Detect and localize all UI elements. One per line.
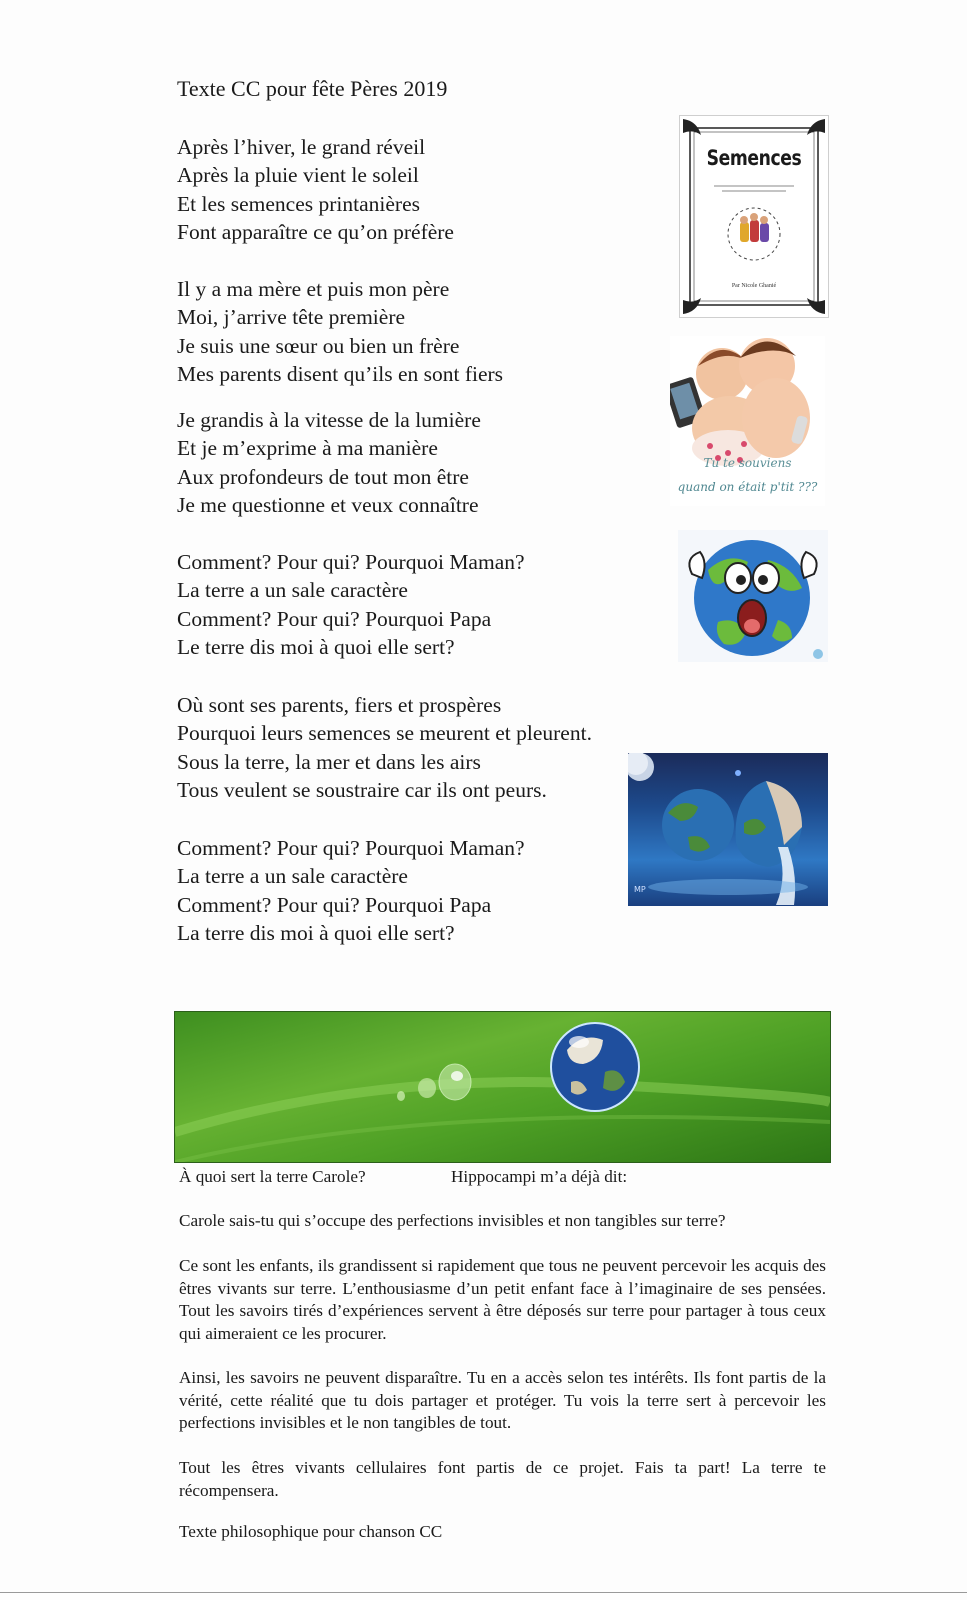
poem-line: Après l’hiver, le grand réveil — [177, 135, 426, 159]
caption-hippocampi: Hippocampi m’a déjà dit: — [451, 1167, 628, 1186]
corner-leaf-icon — [683, 298, 701, 314]
image-signature: MP — [634, 885, 646, 894]
poem-line: La terre dis moi à quoi elle sert? — [177, 921, 455, 946]
earth-droplet-banner — [174, 1011, 831, 1163]
poem-line: Où sont ses parents, fiers et prospères — [177, 693, 502, 717]
document-title: Texte CC pour fête Pères 2019 — [177, 76, 448, 101]
poem-line: La terre a un sale caractère — [177, 864, 408, 889]
corner-leaf-icon — [807, 298, 825, 314]
page-edge-line — [0, 1592, 967, 1593]
stanza-4 — [177, 548, 525, 662]
stanza-5 — [177, 691, 592, 805]
babies-caption-2: quand on était p'tit ??? — [677, 480, 818, 494]
poem-line: La terre a un sale caractère — [177, 578, 408, 603]
poem-line: Comment? Pour qui? Pourquoi Maman? — [177, 550, 525, 574]
cracked-earth-illustration — [628, 753, 828, 906]
earth-droplet-illustration — [175, 1012, 830, 1162]
poem-line: Moi, j’arrive tête première — [177, 305, 406, 330]
poem-line: Comment? Pour qui? Pourquoi Maman? — [177, 836, 525, 860]
corner-leaf-icon — [683, 119, 701, 135]
poem-line: Font apparaître ce qu’on préfère — [177, 220, 454, 245]
babies-image — [670, 336, 825, 506]
cartoon-earth-illustration — [678, 530, 828, 662]
poem-line: Je suis une sœur ou bien un frère — [177, 333, 460, 358]
poem-line: Le terre dis moi à quoi elle sert? — [177, 635, 455, 660]
stanza-1 — [177, 133, 454, 247]
poem-line: Et je m’exprime à ma manière — [177, 436, 438, 461]
poem-line: Tous veulent se soustraire car ils ont peurs. — [177, 778, 547, 803]
corner-leaf-icon — [807, 119, 825, 135]
poem-line: Après la pluie vient le soleil — [177, 163, 419, 188]
poem-line: Je me questionne et veux connaître — [177, 493, 479, 518]
prose-paragraph: Carole sais-tu qui s’occupe des perfections invisibles et non tangibles sur terre? — [179, 1211, 726, 1230]
stanza-2 — [177, 275, 503, 389]
poem-line: Je grandis à la vitesse de la lumière — [177, 408, 481, 432]
poem-line: Comment? Pour qui? Pourquoi Papa — [177, 606, 492, 631]
book-author: Par Nicole Ghanié — [731, 283, 777, 289]
prose-paragraph: Ce sont les enfants, ils grandissent si rapidement que tous ne peuvent percevoir les acquis des êtres vivants sur terre. L’enthousiasme d’un petit enfant face à l’imaginaire de ses pensées. Tout les savoirs tirés d’expériences servent à être déposés sur terre pour partager à tous ceux qui aimeraient ce les procurer. — [179, 1256, 826, 1344]
poem-line: Pourquoi leurs semences se meurent et pleurent. — [177, 721, 592, 746]
cracked-earth-image — [628, 753, 828, 906]
prose-paragraph: Tout les êtres vivants cellulaires font partis de ce projet. Fais ta part! La terre te récompensera. — [179, 1458, 826, 1500]
book-title: Semences — [706, 146, 802, 170]
stanza-3 — [177, 406, 481, 520]
poem-line: Aux profondeurs de tout mon être — [177, 464, 469, 489]
poem-line: Comment? Pour qui? Pourquoi Papa — [177, 892, 492, 917]
prose-signature: Texte philosophique pour chanson CC — [179, 1522, 443, 1541]
poem-line: Sous la terre, la mer et dans les airs — [177, 749, 481, 774]
stanza-6 — [177, 834, 525, 948]
poem-line: Il y a ma mère et puis mon père — [177, 277, 450, 301]
poem-line: Mes parents disent qu’ils en sont fiers — [177, 362, 504, 387]
cartoon-earth-image — [678, 530, 828, 662]
book-cover-image — [679, 115, 829, 318]
prose-paragraph: Ainsi, les savoirs ne peuvent disparaître. Tu en a accès selon tes intérêts. Ils font partis de la vérité, cette réalité que tu dois partager et protéger. Tu vois la terre sert à percevoir les perfections invisibles et le non tangibles de tout. — [179, 1368, 826, 1433]
babies-caption-1: Tu te souviens — [703, 456, 792, 470]
caption-question: À quoi sert la terre Carole? — [179, 1167, 366, 1186]
poem-line: Et les semences printanières — [177, 191, 420, 216]
